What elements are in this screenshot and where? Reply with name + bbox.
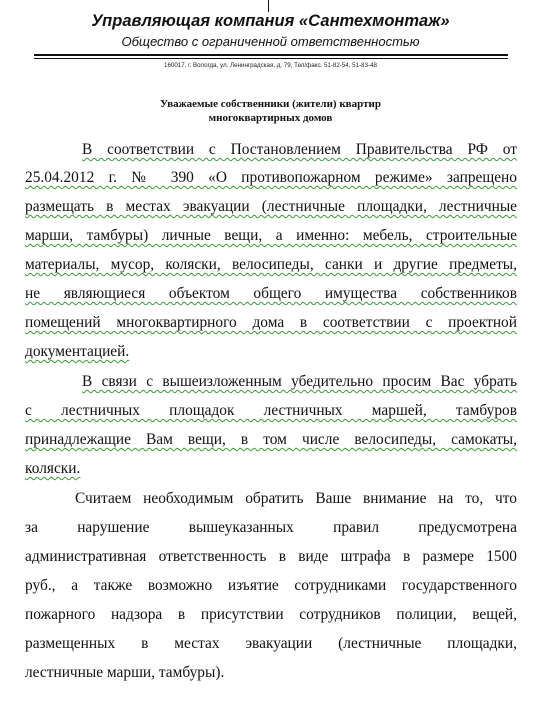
notice-heading-line-1: Уважаемые собственники (жители) квартир — [160, 98, 381, 110]
p1-line-3: размещать в местах эвакуации (лестничные площадки, лестничные — [25, 198, 517, 215]
company-address: 160017, г. Вологда, ул. Ленинградская, д. 79, Тел/факс. 51-82-54, 51-83-48 — [164, 62, 377, 69]
p3-line-5: пожарного надзора в присутствии сотрудников полиции, вещей, — [25, 606, 517, 623]
notice-heading-line-2: многоквартирных домов — [208, 112, 333, 124]
p1-line-4: марши, тамбуры) личные вещи, а именно: мебель, строительные — [25, 227, 517, 244]
header-rule-thick — [34, 54, 508, 56]
p2-line-3: принадлежащие Вам вещи, в том числе велосипеды, самокаты, — [25, 431, 517, 448]
p3-line-6: размещенных в местах эвакуации (лестничные площадки, — [25, 635, 517, 652]
p1-line-7: помещений многоквартирного дома в соответствии с проектной — [25, 314, 517, 331]
p1-line-1: В соответствии с Постановлением Правительства РФ от — [82, 141, 517, 158]
company-subtitle: Общество с ограниченной ответственностью — [121, 34, 420, 49]
p2-line-4: коляски. — [25, 460, 81, 477]
p3-line-1: Считаем необходимым обратить Ваше внимание на то, что — [75, 490, 517, 507]
company-name: Управляющая компания «Сантехмонтаж» — [91, 12, 450, 30]
p3-line-7: лестничные марши, тамбуры). — [25, 664, 225, 681]
p2-line-2: с лестничных площадок лестничных маршей, тамбуров — [25, 402, 517, 419]
p1-line-5: материалы, мусор, коляски, велосипеды, санки и другие предметы, — [25, 256, 517, 273]
p2-line-1: В связи с вышеизложенным убедительно просим Вас убрать — [82, 373, 517, 390]
header-rule-thin — [34, 58, 508, 59]
p1-line-6: не являющиеся объектом общего имущества собственников — [25, 285, 517, 302]
p1-line-8: документацией. — [25, 343, 130, 360]
notice-heading — [0, 97, 541, 125]
p3-line-2: за нарушение вышеуказанных правил предусмотрена — [25, 519, 517, 536]
text-cursor-mark — [268, 0, 269, 12]
p3-line-4: руб., а также возможно изъятие сотрудниками государственного — [25, 577, 517, 594]
p1-line-2: 25.04.2012 г. № 390 «О противопожарном режиме» запрещено — [25, 169, 517, 186]
p3-line-3: административная ответственность в виде штрафа в размере 1500 — [25, 548, 517, 565]
